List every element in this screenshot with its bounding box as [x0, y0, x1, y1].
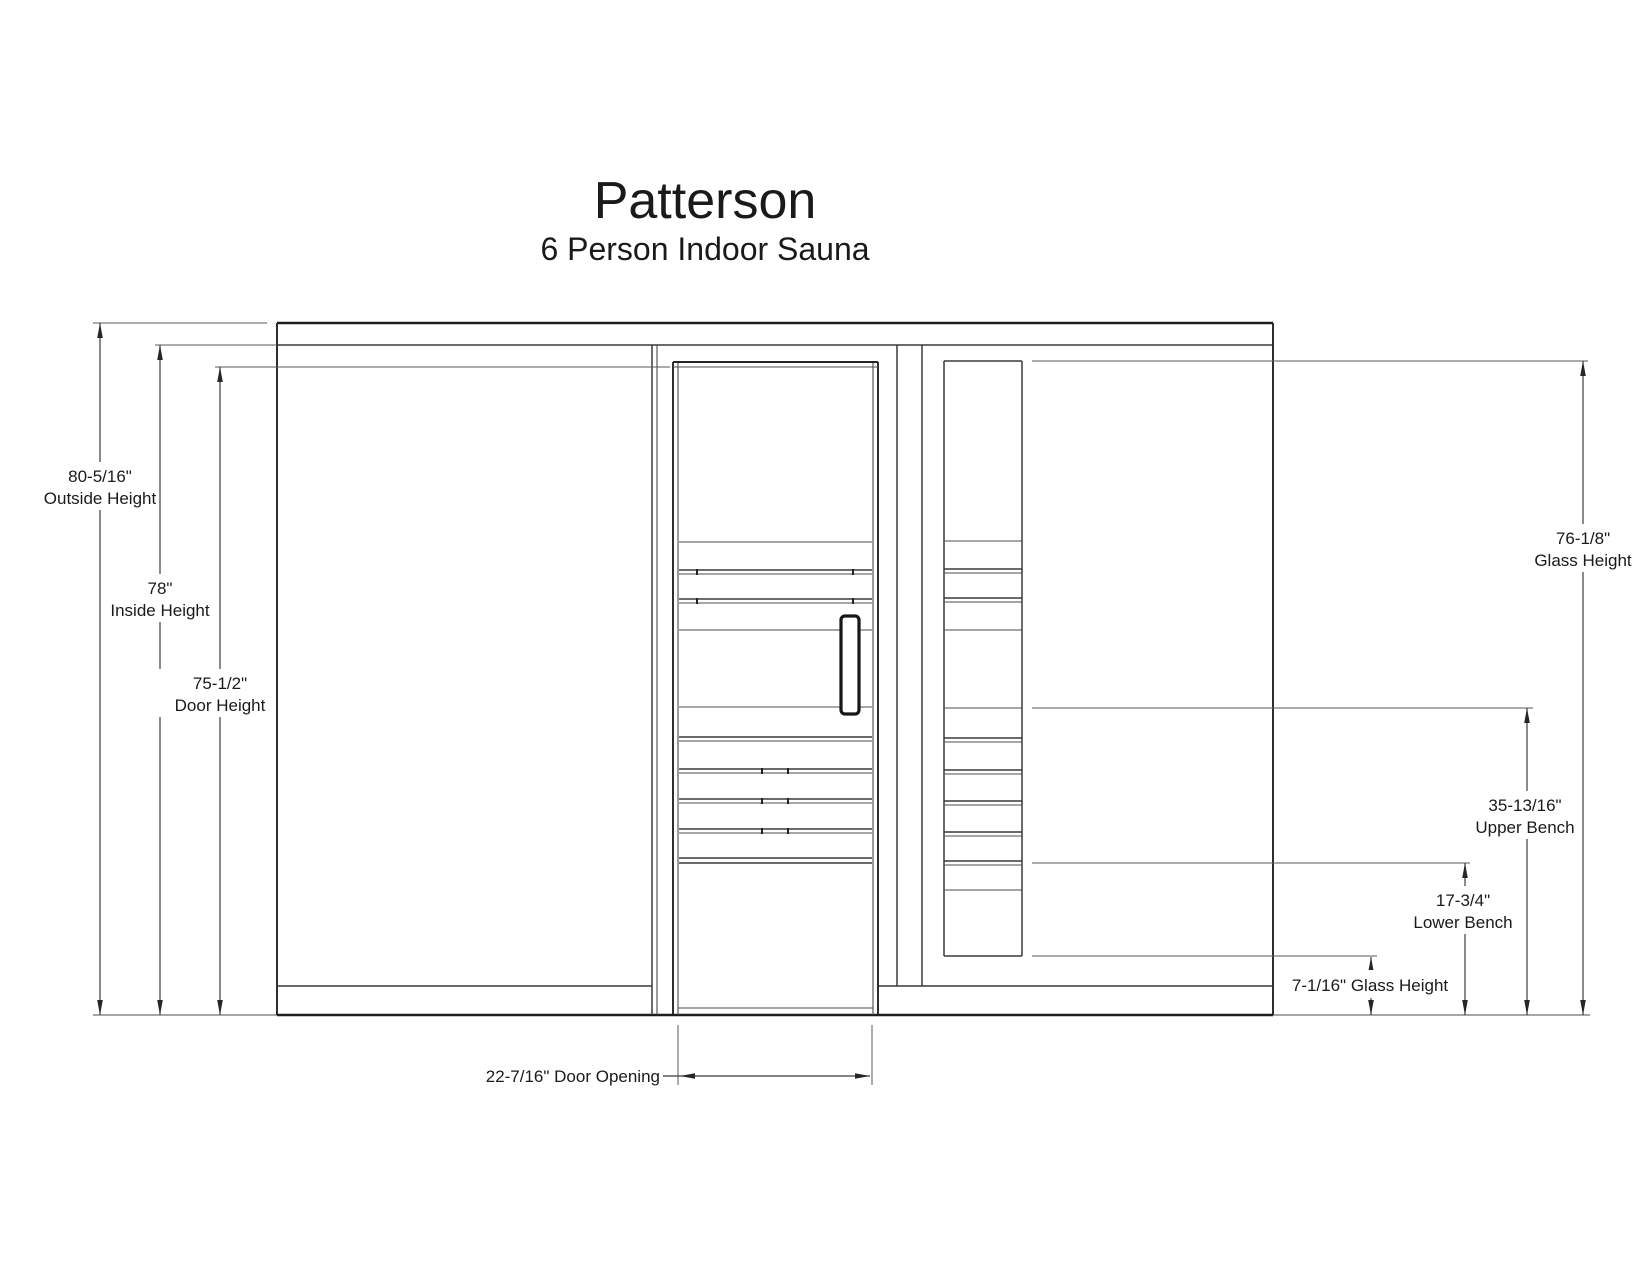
arrow-down-icon	[1580, 1000, 1586, 1015]
glass-height-label: Glass Height	[1534, 551, 1632, 570]
door-handle	[841, 616, 859, 714]
bottom-glass-height-label: 7-1/16" Glass Height	[1291, 976, 1449, 995]
upper-bench-value: 35-13/16"	[1488, 796, 1562, 815]
arrow-up-icon	[1368, 957, 1374, 972]
door-height-value: 75-1/2"	[192, 674, 248, 693]
door-height-label: Door Height	[174, 696, 266, 715]
outside-height-label: Outside Height	[43, 489, 157, 508]
arrow-down-icon	[217, 1000, 223, 1015]
door-assembly	[673, 362, 878, 1015]
arrow-up-icon	[1524, 708, 1530, 723]
arrow-down-icon	[97, 1000, 103, 1015]
arrow-down-icon	[1368, 1000, 1374, 1015]
dimension-labels	[44, 467, 1632, 1086]
arrow-up-icon	[157, 345, 163, 360]
arrow-left-icon	[680, 1073, 695, 1079]
inside-height-value: 78"	[147, 579, 173, 598]
page-title: Patterson	[593, 172, 817, 230]
arrow-right-icon	[855, 1073, 870, 1079]
titles	[540, 172, 869, 267]
arrow-up-icon	[1580, 361, 1586, 376]
arrow-down-icon	[157, 1000, 163, 1015]
arrow-up-icon	[97, 323, 103, 338]
glass-panel	[944, 361, 1022, 956]
arrow-down-icon	[1462, 1000, 1468, 1015]
lower-bench-label: Lower Bench	[1413, 913, 1513, 932]
arrow-up-icon	[217, 367, 223, 382]
page-subtitle: 6 Person Indoor Sauna	[540, 231, 870, 267]
lower-bench-value: 17-3/4"	[1435, 891, 1491, 910]
glass-height-value: 76-1/8"	[1555, 529, 1611, 548]
arrow-down-icon	[1524, 1000, 1530, 1015]
arrow-up-icon	[1462, 863, 1468, 878]
inside-height-label: Inside Height	[110, 601, 210, 620]
upper-bench-label: Upper Bench	[1475, 818, 1575, 837]
door-opening-label: 22-7/16" Door Opening	[485, 1067, 660, 1086]
outside-height-value: 80-5/16"	[68, 467, 132, 486]
